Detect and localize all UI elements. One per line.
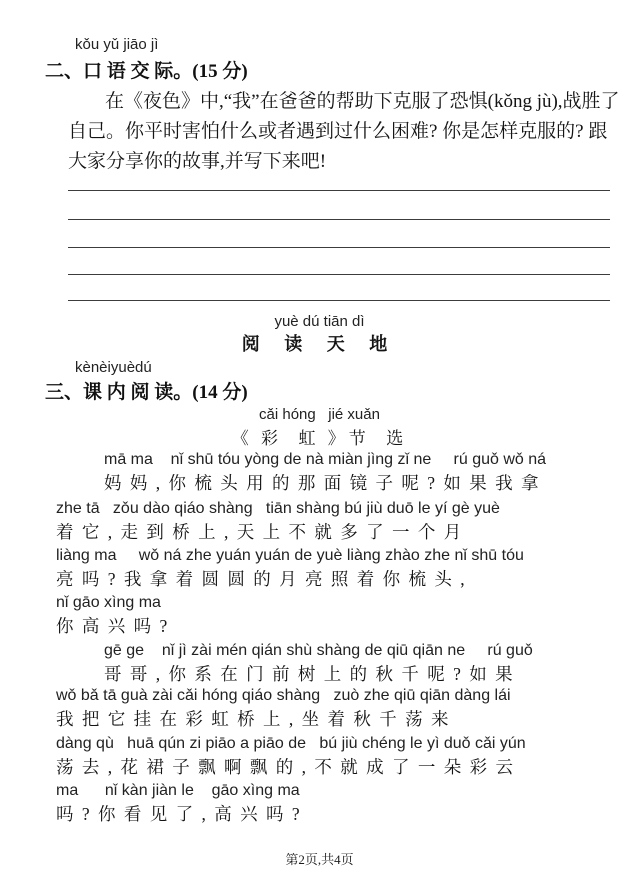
page-footer: 第2页,共4页 xyxy=(285,852,354,867)
excerpt-pinyin-line: zhe tā zǒu dào qiáo shàng tiān shàng bú jiù duō le yí gè yuè xyxy=(56,500,500,517)
excerpt-pinyin-line: ma nǐ kàn jiàn le gāo xìng ma xyxy=(56,782,300,799)
excerpt-row xyxy=(56,499,616,543)
section2-heading-pinyin: kǒu yǔ jiāo jì xyxy=(75,36,159,53)
writing-line xyxy=(68,219,610,220)
excerpt-hanzi-line: 亮 吗 ? 我 拿 着 圆 圆 的 月 亮 照 着 你 梳 头 , xyxy=(56,569,467,589)
excerpt-hanzi-line: 你 高 兴 吗 ? xyxy=(56,616,170,636)
section3-heading: 三、课 内 阅 读。(14 分) xyxy=(45,382,248,403)
excerpt-row xyxy=(56,450,616,494)
excerpt-hanzi-line: 妈 妈 , 你 梳 头 用 的 那 面 镜 子 呢 ? 如 果 我 拿 xyxy=(104,473,541,493)
section2-paragraph-line: 大家分享你的故事,并写下来吧! xyxy=(68,151,327,172)
excerpt-title: 《 彩 虹 》节 选 xyxy=(231,429,408,448)
excerpt-hanzi-line: 哥 哥 , 你 系 在 门 前 树 上 的 秋 千 呢 ? 如 果 xyxy=(104,664,515,684)
writing-line xyxy=(68,300,610,301)
excerpt-pinyin-line: mā ma nǐ shū tóu yòng de nà miàn jìng zǐ ne rú guǒ wǒ ná xyxy=(104,451,547,468)
excerpt-row xyxy=(56,781,616,825)
excerpt-pinyin-line: nǐ gāo xìng ma xyxy=(56,594,161,611)
section2-paragraph-line: 在《夜色》中,“我”在爸爸的帮助下克服了恐惧(kǒng jù),战胜了 xyxy=(105,91,620,112)
excerpt-title-pinyin: cǎi hóng jié xuǎn xyxy=(259,406,380,423)
excerpt-pinyin-line: liàng ma wǒ ná zhe yuán yuán de yuè liàng zhào zhe nǐ shū tóu xyxy=(56,547,524,564)
excerpt-hanzi-line: 着 它 , 走 到 桥 上 , 天 上 不 就 多 了 一 个 月 xyxy=(56,522,464,542)
excerpt-pinyin-line: wǒ bǎ tā guà zài cǎi hóng qiáo shàng zuò zhe qiū qiān dàng lái xyxy=(56,687,511,704)
excerpt-hanzi-line: 荡 去 , 花 裙 子 飘 啊 飘 的 , 不 就 成 了 一 朵 彩 云 xyxy=(56,757,515,777)
excerpt-row xyxy=(56,593,616,637)
excerpt-row xyxy=(56,686,616,730)
excerpt-pinyin-line: gē ge nǐ jì zài mén qián shù shàng de qiū qiān ne rú guǒ xyxy=(104,642,533,659)
section2-paragraph-line: 自己。你平时害怕什么或者遇到过什么困难? 你是怎样克服的? 跟 xyxy=(68,121,608,142)
excerpt-row xyxy=(56,546,616,590)
excerpt-row xyxy=(56,641,616,685)
writing-line xyxy=(68,274,610,275)
excerpt-pinyin-line: dàng qù huā qún zi piāo a piāo de bú jiù chéng le yì duǒ cǎi yún xyxy=(56,735,526,752)
section2-heading: 二、口 语 交 际。(15 分) xyxy=(45,61,248,82)
reading-banner-pinyin: yuè dú tiān dì xyxy=(274,313,365,330)
excerpt-hanzi-line: 我 把 它 挂 在 彩 虹 桥 上 , 坐 着 秋 千 荡 来 xyxy=(56,709,451,729)
reading-banner-title: 阅 读 天 地 xyxy=(241,334,398,354)
writing-line xyxy=(68,190,610,191)
excerpt-row xyxy=(56,734,616,778)
writing-line xyxy=(68,247,610,248)
excerpt-hanzi-line: 吗 ? 你 看 见 了 , 高 兴 吗 ? xyxy=(56,804,302,824)
section3-heading-pinyin: kènèiyuèdú xyxy=(75,359,152,376)
